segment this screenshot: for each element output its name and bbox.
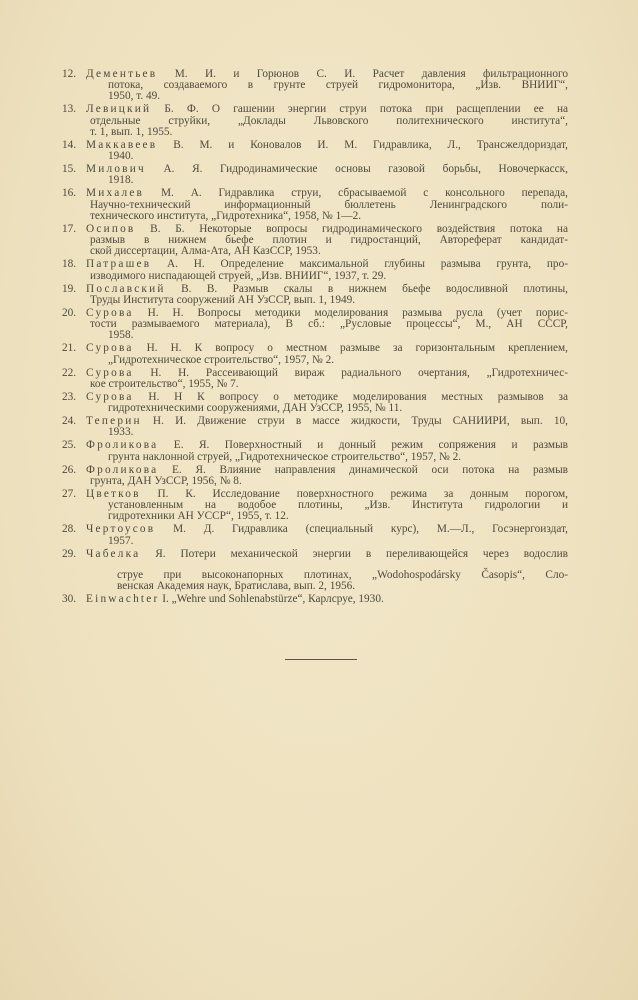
reference-text: Н. Н. К вопросу о местном размыве за горизонтальным креплением, [146, 342, 568, 355]
reference-entry [62, 489, 568, 523]
reference-author: Чертоусов [86, 523, 156, 536]
reference-continuation-line: отдельные струйки, „Доклады Львовского политехнического института“, [90, 114, 568, 127]
reference-entry [62, 465, 568, 487]
reference-text: В. М. и Коновалов И. М. Гидравлика, Л., Трансжелдориздат, [173, 138, 569, 151]
reference-number: 16. [62, 187, 77, 200]
reference-number: 24. [62, 415, 77, 428]
reference-author: Фроликова [86, 463, 159, 476]
reference-text: Н. Н. Вопросы методики моделирования размыва русла (учет порис- [147, 306, 568, 319]
reference-entry [62, 416, 568, 438]
reference-text: I. „Wehre und Sohlenabstürze“, Карлсруе, 1930. [162, 593, 384, 606]
reference-author: Милович [86, 163, 146, 176]
reference-first-line [62, 440, 568, 451]
reference-text: М. А. Гидравлика струи, сбрасываемой с консольного перепада, [160, 187, 568, 200]
reference-number: 27. [62, 487, 77, 500]
reference-first-line [62, 259, 568, 270]
reference-entry [62, 594, 568, 605]
reference-continuation-line: изводимого ниспадающей струей, „Изв. ВНИИГ“, 1937, т. 29. [90, 269, 387, 282]
reference-text: Б. Ф. О гашении энергии струи потока при расщеплении ее на [164, 103, 569, 116]
reference-first-line [62, 416, 568, 427]
reference-first-line [62, 104, 568, 115]
reference-continuation-line: струе при высоконапорных плотинах, „Wodohospodársky Časopis“, Сло- [117, 568, 568, 581]
reference-first-line [62, 524, 568, 535]
reference-entry [62, 259, 568, 281]
reference-entry [62, 69, 568, 103]
reference-number: 22. [62, 366, 77, 379]
reference-number: 14. [62, 138, 77, 151]
reference-number: 25. [62, 439, 77, 452]
reference-number: 28. [62, 523, 77, 536]
reference-entry [62, 188, 568, 222]
reference-entry [62, 140, 568, 162]
reference-continuation-line: технического института, „Гидротехника“, 1958, № 1—2. [90, 209, 362, 222]
reference-continuation-line: грунта наклонной струей, „Гидротехническое строительство“, 1957, № 2. [108, 450, 462, 463]
reference-author: Сурова [86, 306, 134, 319]
reference-author: Сурова [86, 366, 134, 379]
reference-author: Маккавеев [86, 138, 158, 151]
reference-text: А. Н. Определение максимальной глубины размыва грунта, про- [167, 258, 568, 271]
reference-text: М. Д. Гидравлика (специальный курс), М.—Л., Госэнергоиздат, [173, 523, 568, 536]
reference-author: Патрашев [86, 258, 152, 271]
reference-number: 13. [62, 103, 77, 116]
reference-entry [62, 284, 568, 306]
reference-first-line [62, 188, 568, 199]
reference-entry [62, 440, 568, 462]
reference-author: Дементьев [86, 68, 158, 80]
reference-number: 12. [62, 68, 77, 80]
reference-continuation-line: грунта, ДАН УзССР, 1956, № 8. [90, 474, 242, 487]
reference-author: Einwachter [86, 593, 160, 606]
reference-continuation-line: Труды Института сооружений АН УзССР, вып. 1, 1949. [90, 293, 356, 306]
reference-text: Н. Н. Рассеивающий вираж радиального очертания, „Гидротехничес- [150, 366, 568, 379]
reference-text: Н. Н К вопросу о методике моделирования местных размывов за [148, 390, 568, 403]
reference-author: Левицкий [86, 103, 152, 116]
reference-continuation-line: гидротехники АН УССР“, 1955, т. 12. [108, 510, 289, 523]
reference-entry [62, 368, 568, 390]
reference-continuation-line: 1918. [108, 174, 134, 187]
reference-text: В. Б. Некоторые вопросы гидродинамического воздействия потока на [150, 222, 568, 235]
reference-text: П. К. Исследование поверхностного режима за донным порогом, [157, 487, 568, 500]
reference-author: Пославский [86, 282, 166, 295]
reference-author: Теперин [86, 415, 142, 428]
reference-number: 15. [62, 163, 77, 176]
reference-continuation-line: кое строительство“, 1955, № 7. [90, 377, 239, 390]
reference-author: Чабелка [86, 547, 141, 560]
reference-continuation-line: тости размываемого материала), В сб.: „Русловые процессы“, М., АН СССР, [90, 318, 568, 331]
reference-continuation-line: установленным на водобое плотины, „Изв. Института гидрологии и [108, 499, 568, 512]
reference-continuation-line: гидротехническими сооружениями, ДАН УзССР, 1955, № 11. [108, 402, 403, 415]
reference-first-line [62, 164, 568, 175]
reference-entry [62, 224, 568, 258]
reference-author: Сурова [86, 390, 134, 403]
end-divider [285, 659, 357, 660]
reference-text: Е. Я. Поверхностный и донный режим сопряжения и размыв [173, 439, 568, 452]
reference-continuation-line: размыв в нижнем бьефе плотин и гидростанций, Автореферат кандидат- [90, 234, 568, 247]
reference-entry [62, 343, 568, 365]
reference-text: В. В. Размыв скалы в нижнем бьефе водосливной плотины, [181, 282, 569, 295]
reference-text: Е. Я. Влияние направления динамической оси потока на размыв [172, 463, 568, 476]
reference-continuation-line: т. 1, вып. 1, 1955. [90, 125, 173, 138]
reference-number: 20. [62, 306, 77, 319]
reference-number: 21. [62, 342, 77, 355]
reference-number: 30. [62, 593, 77, 606]
reference-author: Фроликова [86, 439, 159, 452]
reference-entry [62, 524, 568, 546]
reference-first-line [62, 594, 568, 605]
reference-continuation-line: 1950, т. 49. [108, 90, 161, 103]
reference-text: Я. Потери механической энергии в переливающейся через водослив [155, 547, 569, 560]
reference-author: Михалев [86, 187, 145, 200]
reference-first-line [62, 549, 568, 560]
reference-continuation-line: потока, создаваемого в грунте струей гидромонитора, „Изв. ВНИИГ“, [108, 79, 568, 92]
reference-text: М. И. и Горюнов С. И. Расчет давления фильтрационного [174, 68, 568, 80]
reference-text: А. Я. Гидродинамические основы газовой борьбы, Новочеркасск, [163, 163, 568, 176]
reference-continuation-line: 1957. [108, 534, 134, 547]
reference-number: 19. [62, 282, 77, 295]
reference-number: 26. [62, 463, 77, 476]
reference-entry [62, 164, 568, 186]
reference-entry [62, 549, 568, 593]
reference-entry [62, 104, 568, 138]
reference-list [62, 69, 568, 607]
reference-author: Цветков [86, 487, 141, 500]
reference-entry [62, 308, 568, 342]
reference-continuation-line: ской диссертации, Алма-Ата, АН КазССР, 1953. [90, 245, 321, 258]
reference-author: Осипов [86, 222, 136, 235]
reference-continuation-line: Научно-технический информационный бюллетень Ленинградского поли- [90, 198, 568, 211]
reference-first-line [62, 343, 568, 354]
reference-first-line [62, 140, 568, 151]
reference-continuation-line: 1933. [108, 426, 134, 439]
reference-entry [62, 392, 568, 414]
reference-number: 23. [62, 390, 77, 403]
reference-text: Н. И. Движение струи в массе жидкости, Труды САНИИРИ, вып. 10, [152, 415, 568, 428]
reference-author: Сурова [86, 342, 134, 355]
reference-continuation-line: 1940. [108, 150, 134, 163]
reference-continuation-line: 1958. [108, 329, 134, 342]
reference-number: 29. [62, 547, 77, 560]
reference-number: 17. [62, 222, 77, 235]
reference-number: 18. [62, 258, 77, 271]
reference-continuation-line: венская Академия наук, Братислава, вып. 2, 1956. [117, 580, 356, 593]
reference-continuation-line: „Гидротехническое строительство“, 1957, № 2. [108, 353, 335, 366]
